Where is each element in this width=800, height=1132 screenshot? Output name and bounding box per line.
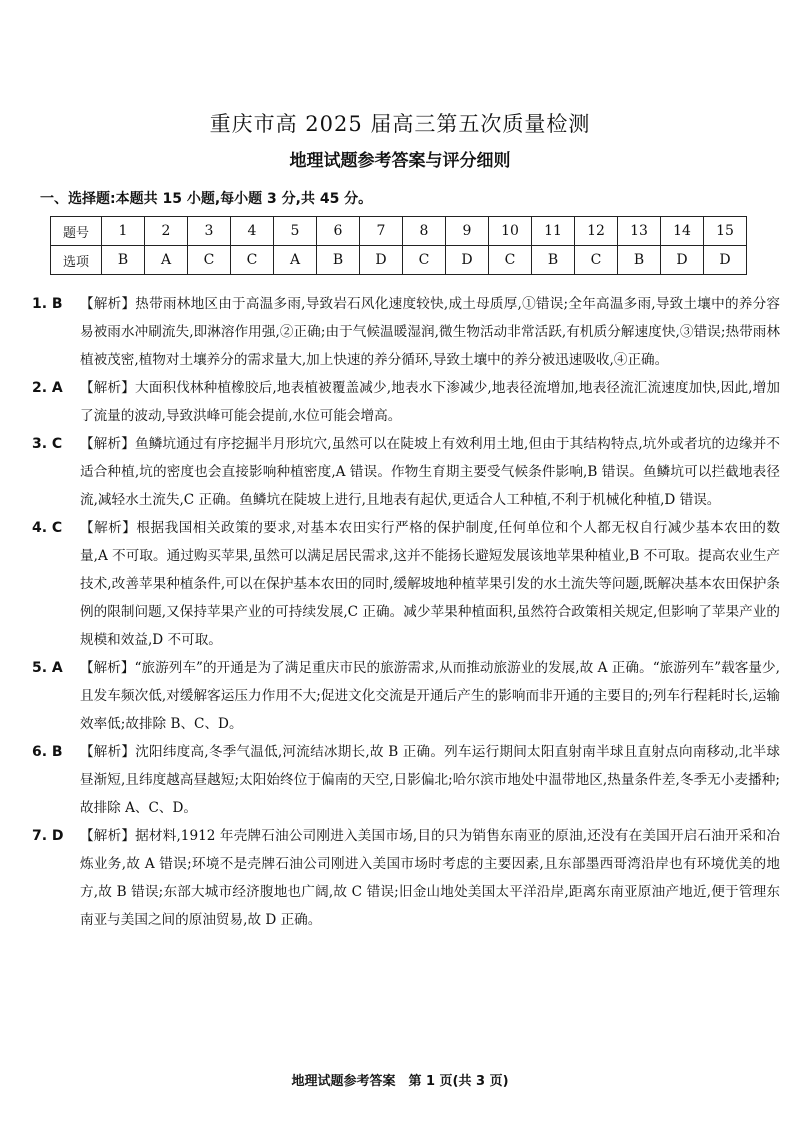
answer-option-cell: C <box>489 246 532 275</box>
question-number-cell: 3 <box>188 217 231 246</box>
answer-option-row <box>51 246 747 275</box>
answer-option-cell: D <box>704 246 747 275</box>
explanations-list <box>32 290 780 934</box>
explanation-item <box>32 374 780 430</box>
explanation-text: 鱼鳞坑通过有序挖掘半月形坑穴,虽然可以在陡坡上有效利用土地,但由于其结构特点,坑外或者坑的边缘并不适合种植,坑的密度也会直接影响种植密度,A 错误。作物生育期主要受气候条件影响,B 错误。鱼鳞坑可以拦截地表径流,减轻水土流失,C 正确。鱼鳞坑在陡坡上进行,且地表有起伏,更适合人工种植,不利于机械化种植,D 错误。 <box>80 436 781 508</box>
explanation-text: “旅游列车”的开通是为了满足重庆市民的旅游需求,从而推动旅游业的发展,故 A 正确。“旅游列车”载客量少,且发车频次低,对缓解客运压力作用不大;促进文化交流是开通后产生的影响而非开通的主要目的;列车行程耗时长,运输效率低;故排除 B、C、D。 <box>80 660 781 732</box>
question-number-cell: 1 <box>102 217 145 246</box>
question-number-cell: 13 <box>618 217 661 246</box>
analysis-tag: 【解析】 <box>80 380 135 396</box>
row-label-numbers: 题号 <box>51 217 102 246</box>
question-number-cell: 11 <box>532 217 575 246</box>
question-number-cell: 9 <box>446 217 489 246</box>
question-number-row <box>51 217 747 246</box>
section-heading: 一、选择题:本题共 15 小题,每小题 3 分,共 45 分。 <box>40 191 373 207</box>
answer-option-cell: B <box>532 246 575 275</box>
answer-option-cell: B <box>317 246 360 275</box>
answer-option-cell: B <box>102 246 145 275</box>
answer-option-cell: D <box>360 246 403 275</box>
answer-option-cell: C <box>231 246 274 275</box>
explanation-item <box>32 654 780 738</box>
question-number-cell: 7 <box>360 217 403 246</box>
explanation-text: 据材料,1912 年壳牌石油公司刚进入美国市场,目的只为销售东南亚的原油,还没有在美国开启石油开采和冶炼业务,故 A 错误;环境不是壳牌石油公司刚进入美国市场时考虑的主要因素,且东部墨西哥湾沿岸也有环境优美的地方,故 B 错误;东部大城市经济腹地也广阔,故 C 错误;旧金山地处美国太平洋沿岸,距离东南亚原油产地近,便于管理东南亚与美国之间的原油贸易,故 D 正确。 <box>80 828 780 928</box>
explanation-item <box>32 430 780 514</box>
answer-table <box>50 216 747 275</box>
explanation-item <box>32 738 780 822</box>
question-number-cell: 6 <box>317 217 360 246</box>
question-answer-label: 3. C <box>32 436 63 452</box>
answer-option-cell: C <box>575 246 618 275</box>
question-number-cell: 8 <box>403 217 446 246</box>
page-footer: 地理试题参考答案 第 1 页(共 3 页) <box>291 1074 509 1089</box>
answer-option-cell: A <box>145 246 188 275</box>
answer-option-cell: D <box>661 246 704 275</box>
analysis-tag: 【解析】 <box>80 660 135 676</box>
question-answer-label: 5. A <box>32 660 63 676</box>
answer-option-cell: C <box>403 246 446 275</box>
explanation-text: 热带雨林地区由于高温多雨,导致岩石风化速度较快,成土母质厚,①错误;全年高温多雨,导致土壤中的养分容易被雨水冲刷流失,即淋溶作用强,②正确;由于气候温暖湿润,微生物活动非常活跃,有机质分解速度快,③错误;热带雨林植被茂密,植物对土壤养分的需求量大,加上快速的养分循环,导致土壤中的养分被迅速吸收,④正确。 <box>80 296 780 368</box>
question-number-cell: 12 <box>575 217 618 246</box>
question-answer-label: 7. D <box>32 828 64 844</box>
question-number-cell: 4 <box>231 217 274 246</box>
question-number-cell: 15 <box>704 217 747 246</box>
analysis-tag: 【解析】 <box>80 828 136 844</box>
answer-option-cell: B <box>618 246 661 275</box>
question-answer-label: 4. C <box>32 520 63 536</box>
document-subtitle: 地理试题参考答案与评分细则 <box>289 151 511 171</box>
row-label-options: 选项 <box>51 246 102 275</box>
question-answer-label: 6. B <box>32 744 63 760</box>
analysis-tag: 【解析】 <box>80 296 136 312</box>
analysis-tag: 【解析】 <box>80 744 136 760</box>
question-number-cell: 14 <box>661 217 704 246</box>
analysis-tag: 【解析】 <box>80 520 137 536</box>
question-number-cell: 2 <box>145 217 188 246</box>
answer-option-cell: C <box>188 246 231 275</box>
explanation-text: 大面积伐林种植橡胶后,地表植被覆盖减少,地表水下渗减少,地表径流增加,地表径流汇流速度加快,因此,增加了流量的波动,导致洪峰可能会提前,水位可能会增高。 <box>80 380 780 424</box>
explanation-text: 根据我国相关政策的要求,对基本农田实行严格的保护制度,任何单位和个人都无权自行减少基本农田的数量,A 不可取。通过购买苹果,虽然可以满足居民需求,这并不能扬长避短发展该地苹果种植业,B 不可取。提高农业生产技术,改善苹果种植条件,可以在保护基本农田的同时,缓解坡地种植苹果引发的水土流失等问题,既解决基本农田保护条例的限制问题,又保持苹果产业的可持续发展,C 正确。减少苹果种植面积,虽然符合政策相关规定,但影响了苹果产业的规模和效益,D 不可取。 <box>80 520 781 648</box>
explanation-item <box>32 290 780 374</box>
exam-title: 重庆市高 2025 届高三第五次质量检测 <box>209 112 591 136</box>
explanation-item <box>32 822 780 934</box>
question-number-cell: 5 <box>274 217 317 246</box>
explanation-item <box>32 514 780 654</box>
question-answer-label: 2. A <box>32 380 63 396</box>
question-answer-label: 1. B <box>32 296 63 312</box>
answer-option-cell: A <box>274 246 317 275</box>
explanation-text: 沈阳纬度高,冬季气温低,河流结冰期长,故 B 正确。列车运行期间太阳直射南半球且直射点向南移动,北半球昼渐短,且纬度越高昼越短;太阳始终位于偏南的天空,日影偏北;哈尔滨市地处中温带地区,热量条件差,冬季无小麦播种;故排除 A、C、D。 <box>80 744 780 816</box>
answer-option-cell: D <box>446 246 489 275</box>
question-number-cell: 10 <box>489 217 532 246</box>
analysis-tag: 【解析】 <box>80 436 135 452</box>
